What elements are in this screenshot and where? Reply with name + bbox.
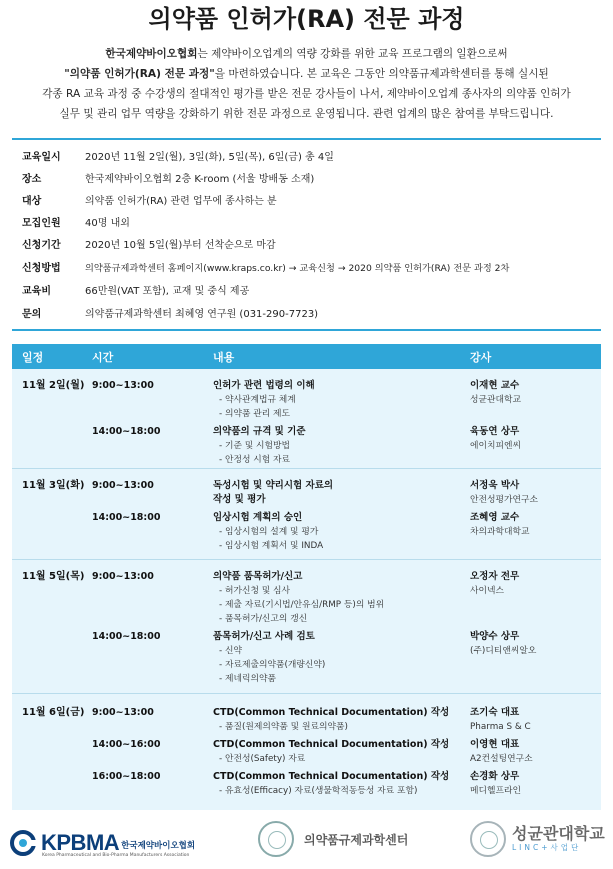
lecturer-name: 손경화 상무 [470,771,520,782]
info-row [22,216,130,232]
info-label: 장소 [22,174,42,185]
session-topic: 인허가 관련 법령의 이해 [213,380,315,391]
session-time: 14:00~18:00 [92,631,161,642]
intro-course-name: "의약품 인허가(RA) 전문 과정" [64,68,215,80]
session-time: 9:00~13:00 [92,571,154,582]
session-topic: 의약품 품목허가/신고 [213,571,303,582]
schedule-table [12,344,601,810]
session-subtopic: - 품목허가/신고의 갱신 [219,614,308,624]
lecturer-affiliation: 메디헬프라인 [470,786,521,796]
intro-org-name: 한국제약바이오협회 [105,48,198,60]
lecturer-affiliation: 사이넥스 [470,586,504,596]
info-row [22,284,249,300]
session-topic: CTD(Common Technical Documentation) 작성 [213,771,450,782]
session-subtopic: - 기준 및 시험방법 [219,441,291,451]
session-topic: CTD(Common Technical Documentation) 작성 [213,739,450,750]
session-subtopic: - 유효성(Efficacy) 자료(생물학적동등성 자료 포함) [219,786,418,796]
info-label: 모집인원 [22,218,61,229]
info-row [22,150,334,166]
footer-logos [0,815,613,869]
session-topic: 품목허가/신고 사례 검토 [213,631,315,642]
intro-line-4: 실무 및 관리 업무 역량을 강화하기 위한 전문 과정으로 운영됩니다. 관련 업계의 많은 참여를 부탁드립니다. [59,108,554,120]
center-seal-icon [258,821,294,857]
info-value: 한국제약바이오협회 2층 K-room (서울 방배동 소재) [85,174,315,185]
lecturer-affiliation: 에이치피엔씨 [470,441,521,451]
info-label: 교육일시 [22,152,61,163]
session-subtopic: - 자료제출의약품(개량신약) [219,660,326,670]
day-date: 11월 5일(목) [22,571,85,582]
page-title: 의약품 인허가(RA) 전문 과정 [148,5,465,33]
session-subtopic: - 약사관계법규 체계 [219,395,296,405]
info-label: 교육비 [22,286,51,297]
session-subtopic: - 제출 자료(기시법/안유심/RMP 등)의 범위 [219,600,385,610]
skku-linc-logo [470,821,605,857]
kpbma-wordmark: KPBMA [41,830,120,855]
session-time: 14:00~16:00 [92,739,161,750]
session-subtopic: - 안전성(Safety) 자료 [219,754,306,764]
intro-line-2: 을 마련하였습니다. 본 교육은 그동안 의약품규제과학센터를 통해 실시된 [214,68,549,80]
lecturer-name: 육동연 상무 [470,426,520,437]
intro-line-3: 각종 RA 교육 과정 중 수강생의 절대적인 평가를 받은 전문 강사들이 나서, 제약바이오업계 종사자의 의약품 인허가 [42,88,571,100]
session-subtopic: - 의약품 관리 제도 [219,409,291,419]
header-content: 내용 [213,351,235,364]
session-topic: 독성시험 및 약리시험 자료의 [213,480,334,491]
session-topic: 작성 및 평가 [213,494,266,505]
university-name: 성균관대학교 [512,824,605,843]
info-row [22,261,509,277]
lecturer-affiliation: (주)디티앤씨알오 [470,646,537,656]
session-time: 9:00~13:00 [92,380,154,391]
info-value: 의약품 인허가(RA) 관련 업무에 종사하는 분 [85,196,277,207]
lecturer-affiliation: 차의과학대학교 [470,527,530,537]
schedule-header [12,344,601,369]
university-seal-icon [470,821,506,857]
kpbma-mark-icon [10,830,38,856]
lecturer-affiliation: 안전성평가연구소 [470,495,538,505]
info-label: 문의 [22,309,42,320]
lecturer-name: 박양수 상무 [470,631,520,642]
session-subtopic: - 품질(원제의약품 및 원료의약품) [219,722,348,732]
lecturer-name: 조기숙 대표 [470,707,520,718]
lecturer-name: 이재현 교수 [470,380,520,391]
session-time: 9:00~13:00 [92,707,154,718]
session-time: 9:00~13:00 [92,480,154,491]
linc-program-name: LINC+사업단 [512,843,582,852]
info-value: 의약품규제과학센터 홈페이지(www.kraps.co.kr) → 교육신청 → 2020 의약품 인허가(RA) 전문 과정 2차 [85,263,510,274]
session-subtopic: - 제네릭의약품 [219,674,276,684]
info-label: 대상 [22,196,42,207]
header-time: 시간 [92,351,114,364]
lecturer-name: 서정욱 박사 [470,480,520,491]
info-value: 66만원(VAT 포함), 교재 및 중식 제공 [85,286,250,297]
session-topic: 의약품의 규격 및 기준 [213,426,306,437]
lecturer-affiliation: 성균관대학교 [470,395,521,405]
info-row [22,238,276,254]
regulatory-center-logo [258,821,408,857]
lecturer-name: 조혜영 교수 [470,512,520,523]
session-subtopic: - 임상시험 계획서 및 INDA [219,541,324,551]
day-date: 11월 6일(금) [22,707,85,718]
schedule-day-3 [12,560,601,694]
kpbma-english-name: Korea Pharmaceutical and Bio-Pharma Manufacturers Association [42,853,190,858]
session-subtopic: - 안정성 시험 자료 [219,455,291,465]
session-topic: CTD(Common Technical Documentation) 작성 [213,707,450,718]
course-info-box [12,138,601,331]
session-time: 14:00~18:00 [92,426,161,437]
header-lecturer: 강사 [470,351,492,364]
session-subtopic: - 허가신청 및 심사 [219,586,291,596]
lecturer-name: 이영현 대표 [470,739,520,750]
day-date: 11월 3일(화) [22,480,85,491]
session-subtopic: - 신약 [219,646,242,656]
info-value: 2020년 11월 2일(월), 3일(화), 5일(목), 6일(금) 총 4일 [85,152,334,163]
intro-line-1: 는 제약바이오업계의 역량 강화를 위한 교육 프로그램의 일환으로써 [197,48,508,60]
info-row [22,307,318,323]
info-row [22,194,277,210]
info-value: 40명 내외 [85,218,130,229]
info-label: 신청방법 [22,263,61,274]
day-date: 11월 2일(월) [22,380,85,391]
center-name: 의약품규제과학센터 [304,832,409,847]
kpbma-logo [10,825,195,861]
schedule-day-2 [12,469,601,560]
info-value: 2020년 10월 5일(월)부터 선착순으로 마감 [85,240,276,251]
schedule-day-1 [12,369,601,469]
schedule-day-4 [12,694,601,810]
session-subtopic: - 임상시험의 설계 및 평가 [219,527,319,537]
kpbma-korean-name: 한국제약바이오협회 [121,841,196,851]
intro-paragraph [20,44,593,124]
header-date: 일정 [22,351,44,364]
session-topic: 임상시험 계획의 승인 [213,512,303,523]
lecturer-name: 오정자 전무 [470,571,520,582]
session-time: 14:00~18:00 [92,512,161,523]
lecturer-affiliation: Pharma S & C [470,722,531,732]
info-value: 의약품규제과학센터 최혜영 연구원 (031-290-7723) [85,309,319,320]
info-row [22,172,314,188]
info-label: 신청기간 [22,240,61,251]
session-time: 16:00~18:00 [92,771,161,782]
lecturer-affiliation: A2컨설팅연구소 [470,754,533,764]
